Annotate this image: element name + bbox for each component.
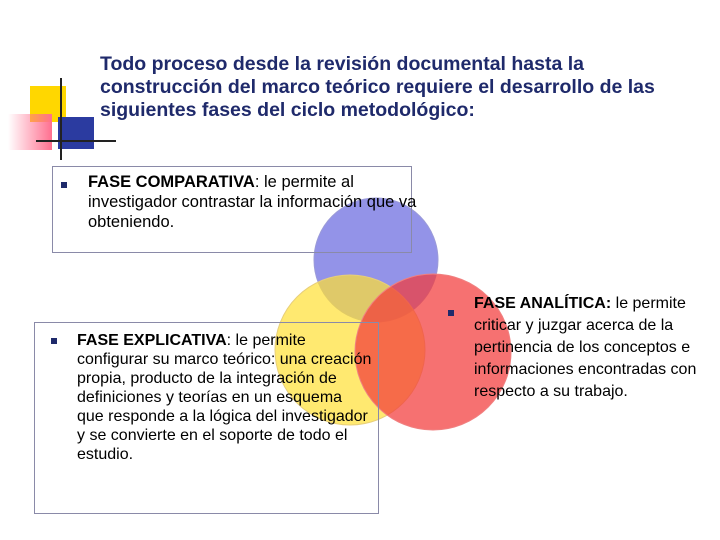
slide-title: Todo proceso desde la revisión documental hasta la construcción del marco teórico requiere el desarrollo de las siguientes fases del ciclo metodológico: bbox=[100, 53, 655, 121]
comparativa-heading: FASE COMPARATIVA bbox=[88, 173, 255, 191]
analitica-description: le permite criticar y juzgar acerca de la pertinencia de los conceptos e informaciones encontradas con respecto a su trabajo. bbox=[474, 295, 697, 400]
analitica-heading: FASE ANALÍTICA: bbox=[474, 295, 612, 312]
bullet-icon bbox=[51, 338, 57, 344]
comparativa-text bbox=[88, 172, 418, 232]
bullet-icon bbox=[448, 310, 454, 316]
bullet-icon bbox=[61, 182, 67, 188]
explicativa-text bbox=[77, 331, 373, 464]
analitica-text bbox=[474, 293, 706, 403]
explicativa-heading: FASE EXPLICATIVA bbox=[77, 332, 227, 349]
comparativa-description: : le permite al investigador contrastar la información que va obteniendo. bbox=[88, 173, 417, 231]
explicativa-description: : le permite configurar su marco teórico: una creación propia, producto de la integración de definiciones y teorías en un esquema que responde a la lógica del investigador y se convierte en el soporte de todo el estudio. bbox=[77, 332, 372, 463]
